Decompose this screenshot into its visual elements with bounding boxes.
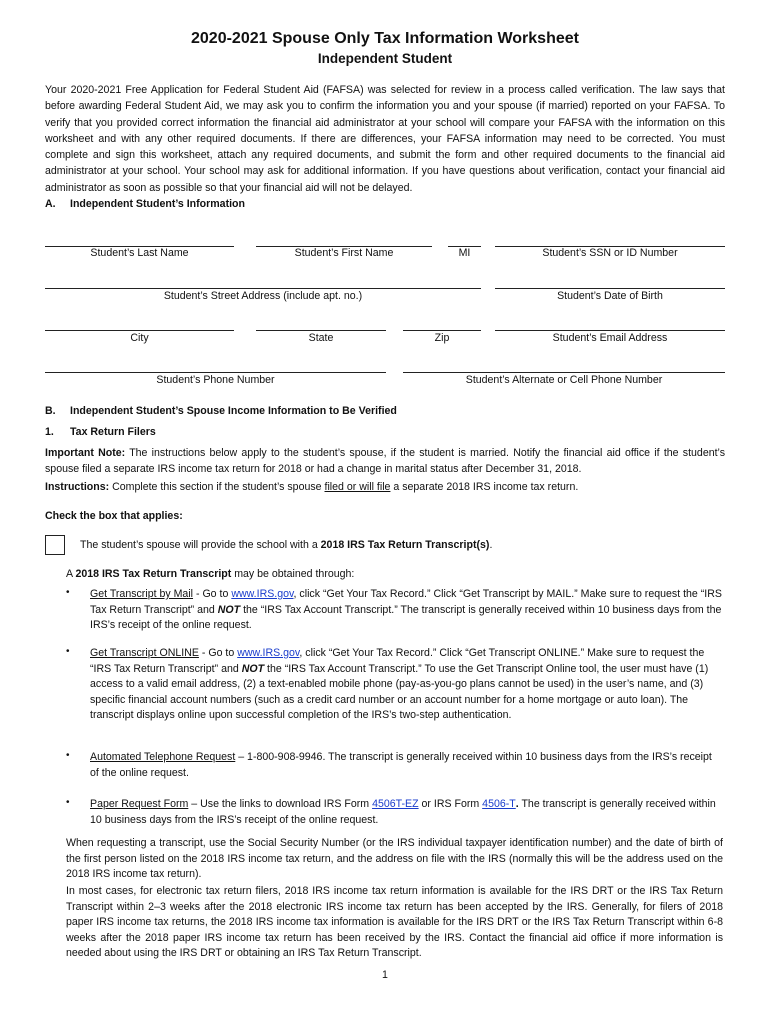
checkbox-option-label [80,538,720,554]
ssn-label: Student’s SSN or ID Number [542,247,678,259]
mail-text-2: , click “Get Your Tax Record.” Click “Get Transcript by MAIL.” Make sure to request the “IRS Tax Return Transcript” and [90,588,722,616]
instructions-label: Instructions: [45,481,110,493]
checkbox-option-end: . [489,539,493,551]
form-4506-t-link[interactable]: 4506-T [482,798,516,810]
state-line[interactable] [256,330,386,331]
instructions-text-end: a separate 2018 IRS income tax return. [390,481,579,493]
transcript-checkbox[interactable] [45,535,65,555]
email-label: Student’s Email Address [552,332,668,344]
street-address-label: Student’s Street Address (include apt. no.) [163,290,363,302]
paper-text-1: – Use the links to download IRS Form [188,798,373,810]
mail-text-3: the “IRS Tax Account Transcript.” The transcript is generally received within 10 business days from the IRS’s receipt of the online request. [90,603,722,631]
get-transcript-mail-label[interactable]: Get Transcript by Mail [90,588,194,600]
state-label: State [308,332,334,344]
checkbox-option-bold: 2018 IRS Tax Return Transcript(s) [320,539,490,551]
irs-link-mail[interactable]: www.IRS.gov [231,588,294,600]
zip-line[interactable] [403,330,481,331]
obtain-end: may be obtained through: [231,568,355,580]
paper-request-label: Paper Request Form [90,798,189,810]
page-subtitle: Independent Student [317,51,453,66]
phone-line[interactable] [45,372,386,373]
section-b-heading: Independent Student’s Spouse Income Information to Be Verified [70,405,397,417]
mi-label: MI [458,247,471,259]
paper-period: . [515,798,519,810]
important-note-text: The instructions below apply to the student’s spouse, if the student is married. Notify the financial aid office if the student’s spouse filed a separate IRS income tax return for 2018 or had a change in marital status after December 31, 2018. [45,447,726,475]
automated-telephone-label: Automated Telephone Request [90,751,236,763]
subsection-1-number: 1. [45,426,54,438]
first-name-label: Student’s First Name [294,247,394,259]
dob-label: Student’s Date of Birth [557,290,663,302]
mail-not-emphasis: NOT [217,603,241,616]
subsection-1-heading: Tax Return Filers [70,426,156,438]
bullet-online: • [66,646,70,657]
checkbox-option-text: The student’s spouse will provide the school with a [80,539,321,551]
online-text-2: , click “Get Your Tax Record.” Click “Get Transcript ONLINE.” Make sure to request the “IRS Tax Return Transcript” and [90,647,705,675]
section-a-heading: Independent Student’s Information [70,198,245,210]
obtain-bold: 2018 IRS Tax Return Transcript [75,568,232,580]
obtain-text: A [66,568,76,580]
bullet-paper: • [66,797,70,808]
instructions-text: Complete this section if the student’s spouse [109,481,325,493]
important-note [45,446,725,477]
paper-text-2: or IRS Form [418,798,483,810]
alt-phone-label: Student’s Alternate or Cell Phone Number [465,374,663,386]
bullet-mail: • [66,587,70,598]
city-line[interactable] [45,330,234,331]
online-text-3: the “IRS Tax Account Transcript.” To use the Get Transcript Online tool, the user must have (1) access to a valid email address, (2) a text-enabled mobile phone (pay-as-you-go plans cannot be used) in the user’s name, and (3) specific financial account numbers (such as a credit card number or an account number for a home mortgage or auto loan). The transcript displays online upon successful completion of the IRS’s two-step authentication. [90,662,709,721]
last-name-label: Student’s Last Name [90,247,189,259]
irs-link-online[interactable]: www.IRS.gov [237,647,300,659]
instructions-emphasis: filed or will file [324,481,391,493]
mail-text-1: - Go to [193,588,232,600]
section-a-letter: A. [45,198,56,210]
email-line[interactable] [495,330,725,331]
bullet-online-text [90,646,722,724]
important-note-label: Important Note: [45,447,126,459]
alt-phone-line[interactable] [403,372,725,373]
paper-text-3: The transcript is generally received within 10 business days from the IRS’s receipt of the online request. [90,798,716,826]
bullet-mail-text [90,587,722,634]
city-label: City [130,332,149,344]
online-text-1: - Go to [198,647,238,659]
bullet-phone-text [90,750,722,781]
bullet-paper-text [90,797,722,828]
phone-text: – 1-800-908-9946. The transcript is generally received within 10 business days from the IRS’s receipt of the online request. [90,751,712,779]
instructions [45,480,725,496]
get-transcript-online-label[interactable]: Get Transcript ONLINE [90,647,199,659]
page-title: 2020-2021 Spouse Only Tax Information Worksheet [191,30,579,47]
check-heading: Check the box that applies: [45,510,183,522]
online-not-emphasis: NOT [241,662,265,675]
obtain-heading [66,567,716,583]
zip-label: Zip [434,332,450,344]
section-b-letter: B. [45,405,56,417]
page-number: 1 [382,969,388,981]
street-address-line[interactable] [45,288,481,289]
electronic-filers-paragraph: In most cases, for electronic tax return filers, 2018 IRS income tax return information is available for the IRS DRT or the IRS Tax Return Transcript within 2–3 weeks after the 2018 electronic IRS income tax return has been accepted by the IRS. Generally, for filers of 2018 paper IRS income tax returns, the 2018 IRS income tax information is available for the IRS DRT or the IRS Tax Return Transcript within 6-8 weeks after the 2018 paper IRS income tax return has been received by the IRS. Contact the financial aid office if more information is needed about using the IRS DRT or obtaining an IRS Tax Return Transcript. [66,885,723,959]
ssn-paragraph: When requesting a transcript, use the Social Security Number (or the IRS individual taxpayer identification number) and the date of birth of the first person listed on the 2018 IRS income tax return, and the address on file with the IRS (normally this will be the address used on the 2018 IRS income tax return). [66,837,723,880]
phone-label: Student’s Phone Number [156,374,275,386]
bullet-phone: • [66,750,70,761]
form-4506t-ez-link[interactable]: 4506T-EZ [372,798,419,810]
dob-line[interactable] [495,288,725,289]
intro-paragraph: Your 2020-2021 Free Application for Federal Student Aid (FAFSA) was selected for review in a process called verification. The law says that before awarding Federal Student Aid, we may ask you to confirm the information you and your spouse (if married) reported on your FAFSA. To verify that you provided correct information the financial aid administrator at your school will compare your FAFSA with the information on this worksheet and with any other required documents. If there are differences, your FAFSA information may need to be corrected. You must complete and sign this worksheet, attach any required documents, and submit the form and other required documents to the financial aid administrator at your school. Your school may ask for additional information. If you have questions about verification, contact your financial aid administrator as soon as possible so that your financial aid will not be delayed. [45,84,725,194]
